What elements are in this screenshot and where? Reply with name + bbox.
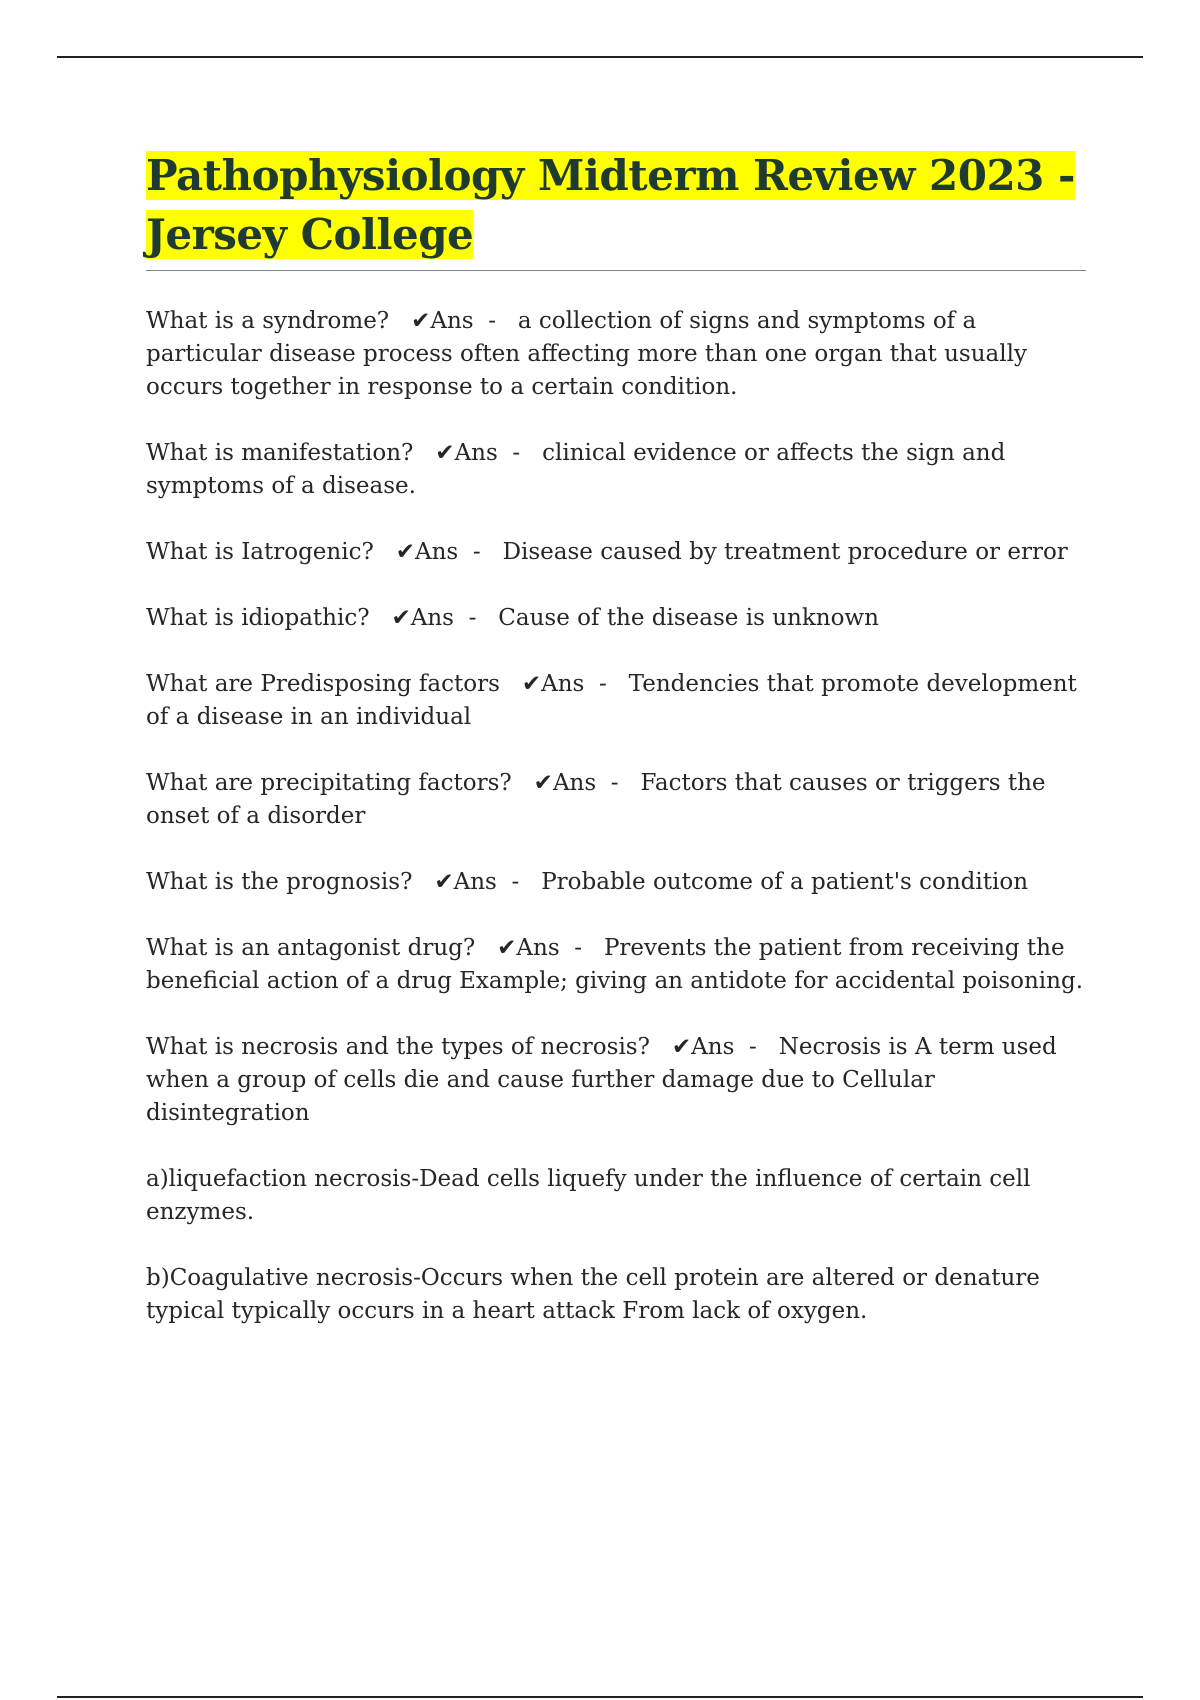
answer-text: Factors that causes or triggers the onset of a disorder xyxy=(146,770,1046,829)
answer-marker: ✔Ans xyxy=(434,869,497,895)
answer-text: Necrosis is A term used when a group of cells die and cause further damage due to Cellular disintegration xyxy=(146,1034,1057,1126)
document-body xyxy=(146,146,1086,1361)
answer-marker: ✔Ans xyxy=(497,935,560,961)
answer-marker: ✔Ans xyxy=(395,539,459,565)
title-highlight: Pathophysiology Midterm Review 2023 - Jersey College xyxy=(146,151,1075,259)
necrosis-type-paragraph: b)Coagulative necrosis-Occurs when the cell protein are altered or denature typical typically occurs in a heart attack From lack of oxygen. xyxy=(146,1265,1040,1324)
qa-item: What is Iatrogenic? ✔Ans - Disease caused by treatment procedure or error xyxy=(146,539,1068,565)
page-top-rule xyxy=(57,56,1143,58)
answer-text: Probable outcome of a patient's condition xyxy=(541,869,1029,895)
necrosis-type-paragraph: a)liquefaction necrosis-Dead cells liquefy under the influence of certain cell enzymes. xyxy=(146,1166,1031,1225)
qa-item: What is a syndrome? ✔Ans - a collection of signs and symptoms of a particular disease process often affecting more than one organ that usually occurs together in response to a certain condition. xyxy=(146,308,1027,400)
question-text: What is an antagonist drug? xyxy=(146,935,476,961)
answer-marker: ✔Ans xyxy=(411,308,474,334)
qa-item: What are Predisposing factors ✔Ans - Tendencies that promote development of a disease in an individual xyxy=(146,671,1077,730)
question-text: What is Iatrogenic? xyxy=(146,539,374,565)
answer-marker: ✔Ans xyxy=(533,770,597,796)
qa-list xyxy=(146,305,1086,1130)
qa-item: What is idiopathic? ✔Ans - Cause of the disease is unknown xyxy=(146,605,879,631)
question-text: What are Predisposing factors xyxy=(146,671,500,697)
qa-item: What is the prognosis? ✔Ans - Probable outcome of a patient's condition xyxy=(146,869,1029,895)
qa-item: What is necrosis and the types of necrosis? ✔Ans - Necrosis is A term used when a group of cells die and cause further damage due to Cellular disintegration xyxy=(146,1034,1057,1126)
answer-marker: ✔Ans xyxy=(391,605,454,631)
qa-item: What is an antagonist drug? ✔Ans - Prevents the patient from receiving the beneficial action of a drug Example; giving an antidote for accidental poisoning. xyxy=(146,935,1084,994)
question-text: What is necrosis and the types of necrosis? xyxy=(146,1034,650,1060)
answer-text: Tendencies that promote development of a disease in an individual xyxy=(146,671,1077,730)
question-text: What is a syndrome? xyxy=(146,308,390,334)
answer-text: Cause of the disease is unknown xyxy=(498,605,879,631)
qa-item: What is manifestation? ✔Ans - clinical evidence or affects the sign and symptoms of a disease. xyxy=(146,440,1006,499)
answer-marker: ✔Ans xyxy=(435,440,498,466)
answer-text: Prevents the patient from receiving the beneficial action of a drug Example; giving an antidote for accidental poisoning. xyxy=(146,935,1084,994)
answer-text: a collection of signs and symptoms of a particular disease process often affecting more than one organ that usually occurs together in response to a certain condition. xyxy=(146,308,1027,400)
answer-text: clinical evidence or affects the sign and symptoms of a disease. xyxy=(146,440,1006,499)
qa-item: What are precipitating factors? ✔Ans - Factors that causes or triggers the onset of a disorder xyxy=(146,770,1046,829)
question-text: What is the prognosis? xyxy=(146,869,413,895)
paragraph-list xyxy=(146,1163,1086,1328)
question-text: What are precipitating factors? xyxy=(146,770,512,796)
answer-marker: ✔Ans xyxy=(521,671,585,697)
document-title xyxy=(146,146,1086,264)
title-block xyxy=(146,146,1086,271)
question-text: What is idiopathic? xyxy=(146,605,370,631)
answer-marker: ✔Ans xyxy=(671,1034,735,1060)
page-bottom-rule xyxy=(57,1696,1143,1698)
question-text: What is manifestation? xyxy=(146,440,414,466)
answer-text: Disease caused by treatment procedure or error xyxy=(502,539,1068,565)
